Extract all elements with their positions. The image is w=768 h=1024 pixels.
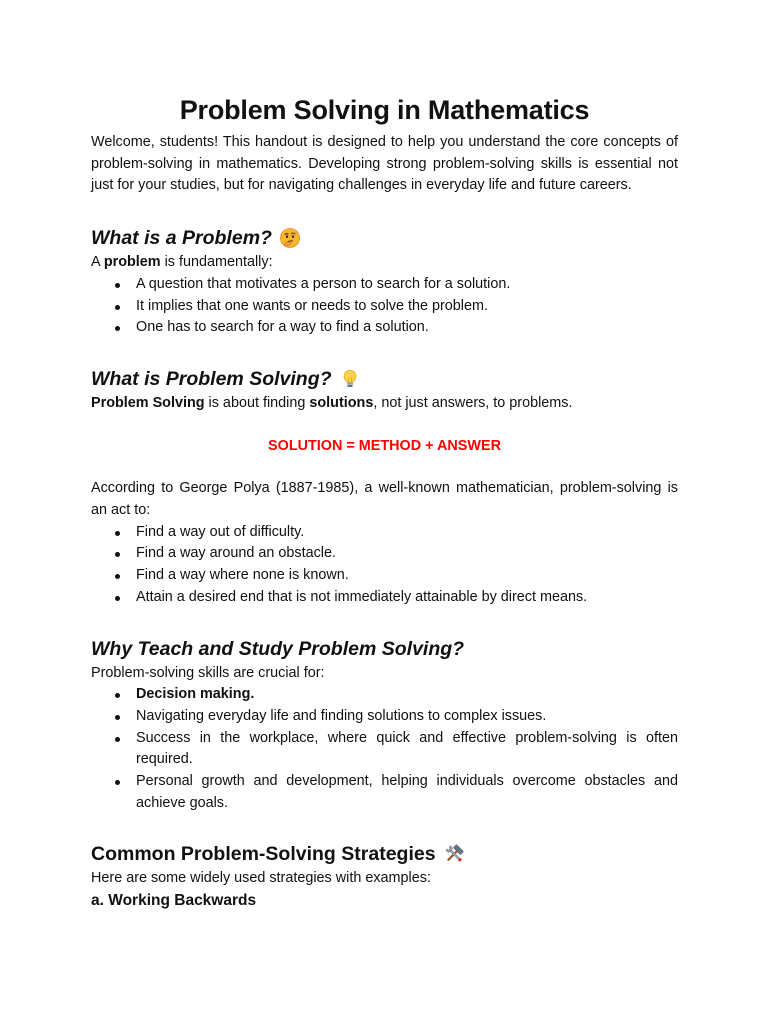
heading-text: Common Problem-Solving Strategies bbox=[91, 843, 436, 866]
solution-formula: SOLUTION = METHOD + ANSWER bbox=[268, 437, 501, 454]
strategies-lead: Here are some widely used strategies with examples: bbox=[91, 870, 431, 887]
document-page bbox=[91, 92, 678, 912]
problem-lead bbox=[91, 252, 678, 274]
heading-text: What is Problem Solving? bbox=[91, 367, 332, 390]
list-item: Decision making. bbox=[136, 684, 678, 706]
solving-lead-bold-2: solutions bbox=[309, 394, 374, 411]
problem-bullet-list bbox=[91, 274, 678, 339]
list-item: Success in the workplace, where quick and effective problem-solving is often required. bbox=[136, 728, 678, 771]
heading-what-is-problem-solving bbox=[91, 366, 678, 392]
heading-text: Why Teach and Study Problem Solving? bbox=[91, 637, 465, 660]
light-bulb-icon bbox=[339, 368, 361, 390]
heading-text: What is a Problem? bbox=[91, 227, 272, 250]
hammer-and-wrench-icon bbox=[443, 843, 465, 865]
list-item: Find a way out of difficulty. bbox=[136, 522, 678, 544]
solving-lead-bold-1: Problem Solving bbox=[91, 394, 205, 411]
list-item: Find a way where none is known. bbox=[136, 565, 678, 587]
list-item: One has to search for a way to find a solution. bbox=[136, 317, 678, 339]
page-title: Problem Solving in Mathematics bbox=[179, 95, 590, 125]
solving-lead bbox=[91, 393, 678, 415]
heading-what-is-a-problem bbox=[91, 225, 678, 251]
list-item: Personal growth and development, helping individuals overcome obstacles and achieve goals. bbox=[136, 771, 678, 814]
intro-paragraph: Welcome, students! This handout is designed to help you understand the core concepts of problem-solving in mathematics. Developing strong problem-solving skills is essential not just for your studies, but for navigating challenges in everyday life and future careers. bbox=[91, 134, 678, 194]
polya-paragraph: According to George Polya (1887-1985), a well-known mathematician, problem-solving is an act to: bbox=[91, 480, 678, 519]
problem-lead-prefix: A bbox=[91, 254, 104, 271]
why-lead: Problem-solving skills are crucial for: bbox=[91, 664, 325, 681]
why-bullet-list bbox=[91, 684, 678, 814]
solving-lead-mid: is about finding bbox=[204, 394, 310, 411]
list-item: It implies that one wants or needs to solve the problem. bbox=[136, 296, 678, 318]
thinking-face-icon bbox=[279, 227, 301, 249]
list-item: Navigating everyday life and finding solutions to complex issues. bbox=[136, 706, 678, 728]
problem-lead-suffix: is fundamentally: bbox=[160, 254, 273, 271]
solving-lead-suffix: , not just answers, to problems. bbox=[373, 394, 573, 411]
list-item: Find a way around an obstacle. bbox=[136, 543, 678, 565]
polya-bullet-list bbox=[91, 522, 678, 609]
list-item: A question that motivates a person to search for a solution. bbox=[136, 274, 678, 296]
strategy-subheading: a. Working Backwards bbox=[91, 892, 257, 910]
list-item: Attain a desired end that is not immediately attainable by direct means. bbox=[136, 587, 678, 609]
heading-why-teach-and-study bbox=[91, 636, 678, 662]
heading-common-strategies bbox=[91, 841, 678, 867]
problem-lead-bold: problem bbox=[103, 254, 161, 271]
